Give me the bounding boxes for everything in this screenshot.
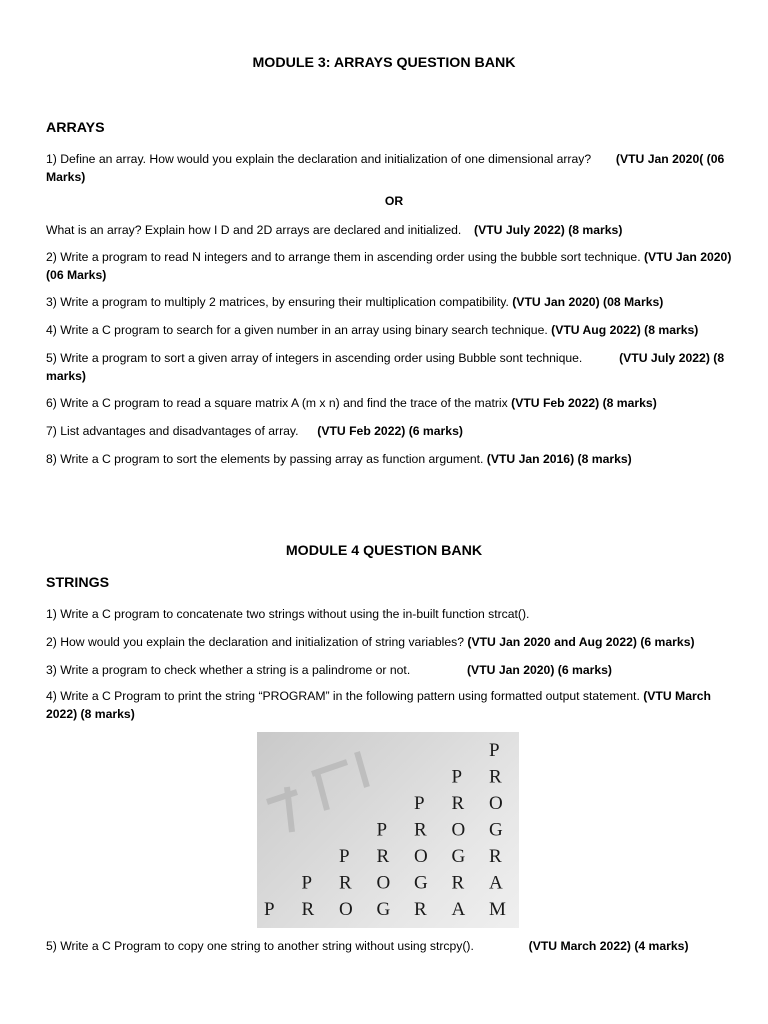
arrays-section-heading: ARRAYS (46, 120, 105, 136)
question-text: 3) Write a program to multiply 2 matrices, by ensuring their multiplication compatibility. (46, 295, 509, 309)
question-text: 5) Write a C Program to copy one string to another string without using strcpy(). (46, 939, 474, 953)
question-text: 1) Write a C program to concatenate two strings without using the in-built function strcat(). (46, 607, 530, 621)
question-reference: (VTU Jan 2020 and Aug 2022) (6 marks) (467, 635, 695, 649)
pattern-row: PRO (414, 793, 503, 814)
m3-question-1-alt (46, 221, 736, 239)
pattern-row: PROGRAM (264, 899, 506, 920)
module3-title: MODULE 3: ARRAYS QUESTION BANK (252, 55, 516, 71)
question-reference: (VTU Jan 2016) (8 marks) (486, 452, 632, 466)
m3-question-3 (46, 293, 736, 311)
m3-question-1 (46, 150, 736, 186)
pattern-row: PROG (376, 819, 503, 841)
question-reference: (VTU Feb 2022) (8 marks) (511, 396, 657, 410)
question-reference: (VTU Jan 2020) (08 Marks) (512, 295, 664, 309)
question-text: 8) Write a C program to sort the elements by passing array as function argument. (46, 452, 484, 466)
pattern-row: PR (451, 766, 502, 788)
question-text: 3) Write a program to check whether a string is a palindrome or not. (46, 663, 411, 677)
pattern-svg (257, 732, 519, 928)
pattern-row: PROGR (339, 846, 502, 867)
module4-title: MODULE 4 QUESTION BANK (285, 543, 483, 559)
m3-question-2 (46, 248, 736, 284)
strings-section-heading: STRINGS (46, 575, 110, 591)
m4-question-4 (46, 687, 736, 723)
question-text: 1) Define an array. How would you explain the declaration and initialization of one dimensional array? (46, 152, 592, 166)
question-reference: (VTU March 2022) (4 marks) (528, 939, 689, 953)
question-text: 4) Write a C Program to print the string “PROGRAM” in the following pattern using formatted output statement. (46, 689, 640, 703)
program-pattern-figure (257, 732, 519, 928)
m3-question-8 (46, 450, 736, 468)
question-reference: (VTU Jan 2020( (06 Marks) (46, 152, 725, 184)
question-reference: (VTU Jan 2020) (06 Marks) (46, 250, 732, 282)
pattern-row: PROGRA (301, 872, 503, 894)
m4-question-5 (46, 937, 736, 955)
or-divider: OR (384, 194, 404, 208)
question-text: 7) List advantages and disadvantages of array. (46, 424, 299, 438)
pattern-row: P (489, 740, 500, 761)
question-reference: (VTU Feb 2022) (6 marks) (317, 424, 463, 438)
m3-question-6 (46, 394, 736, 412)
question-text: 2) Write a program to read N integers and to arrange them in ascending order using the bubble sort technique. (46, 250, 641, 264)
question-reference: (VTU Jan 2020) (6 marks) (467, 663, 612, 677)
question-reference: (VTU March 2022) (8 marks) (46, 689, 711, 721)
question-text: 2) How would you explain the declaration and initialization of string variables? (46, 635, 464, 649)
m3-question-5 (46, 349, 736, 385)
question-reference: (VTU July 2022) (8 marks) (46, 351, 725, 383)
question-text: 6) Write a C program to read a square matrix A (m x n) and find the trace of the matrix (46, 396, 508, 410)
m4-question-3 (46, 661, 736, 679)
question-reference: (VTU July 2022) (8 marks) (474, 223, 623, 237)
question-reference: (VTU Aug 2022) (8 marks) (551, 323, 699, 337)
question-text: What is an array? Explain how I D and 2D arrays are declared and initialized. (46, 223, 462, 237)
m3-question-7 (46, 422, 736, 440)
m3-question-4 (46, 321, 736, 339)
m4-question-1 (46, 605, 736, 623)
question-text: 4) Write a C program to search for a given number in an array using binary search technique. (46, 323, 548, 337)
pattern-rows (264, 740, 506, 920)
question-text: 5) Write a program to sort a given array of integers in ascending order using Bubble sont technique. (46, 351, 583, 365)
m4-question-2 (46, 633, 736, 651)
